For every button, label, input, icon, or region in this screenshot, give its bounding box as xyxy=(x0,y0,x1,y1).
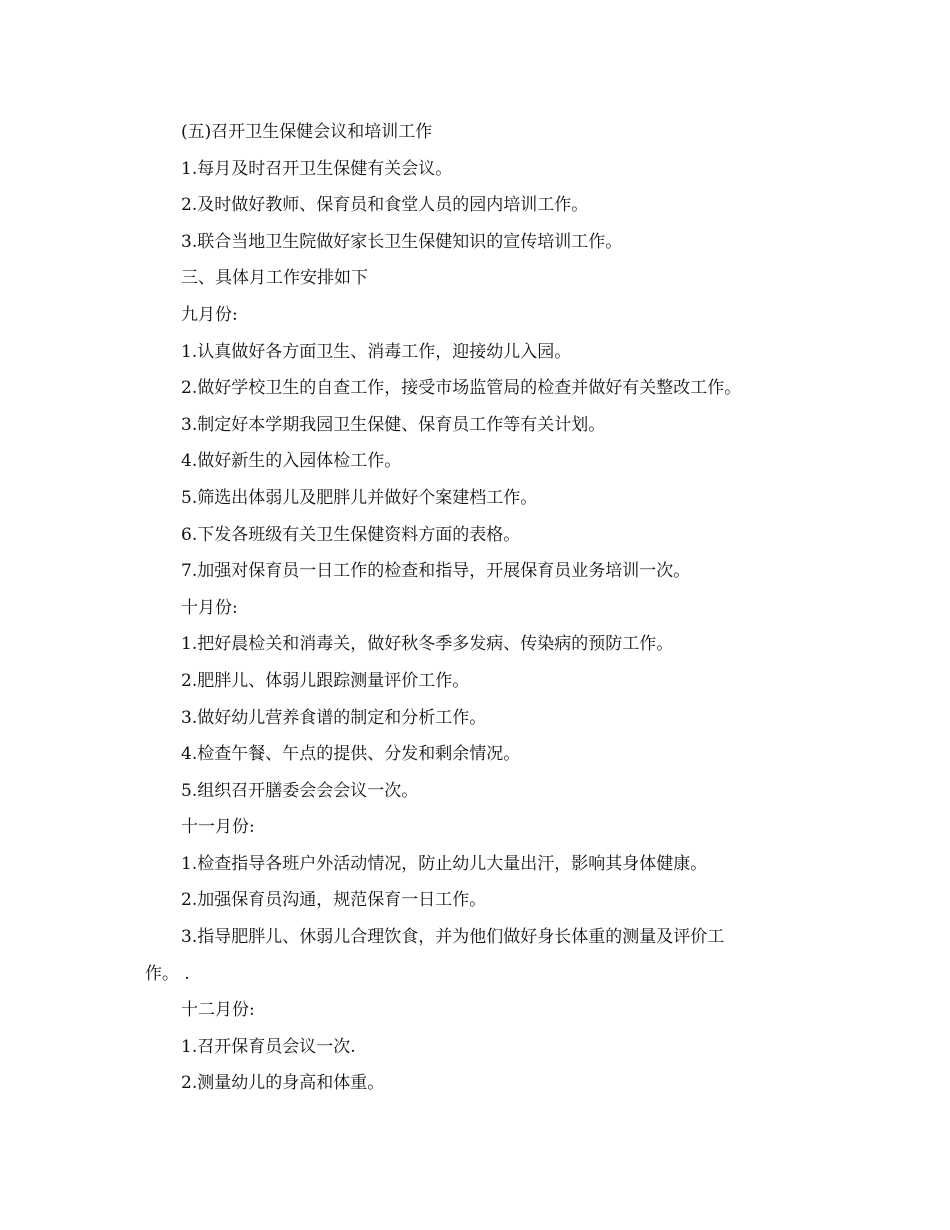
document-body xyxy=(145,114,805,1102)
list-item: 3.联合当地卫生院做好家长卫生保健知识的宣传培训工作。 xyxy=(181,231,623,252)
list-item: 2.及时做好教师、保育员和食堂人员的园内培训工作。 xyxy=(181,195,589,216)
list-item: 5.筛选出体弱儿及肥胖儿并做好个案建档工作。 xyxy=(181,487,538,508)
list-item: 1.检查指导各班户外活动情况，防止幼儿大量出汗，影响其身体健康。 xyxy=(181,853,708,874)
month-heading-november: 十一月份: xyxy=(181,817,255,838)
list-item: 4.做好新生的入园体检工作。 xyxy=(181,451,402,472)
list-item: 1.每月及时召开卫生保健有关会议。 xyxy=(181,158,453,179)
section-heading-5: (五)召开卫生保健会议和培训工作 xyxy=(181,122,433,142)
list-item: 4.检查午餐、午点的提供、分发和剩余情况。 xyxy=(181,744,521,765)
list-item: 3.做好幼儿营养食谱的制定和分析工作。 xyxy=(181,707,487,728)
month-heading-december: 十二月份: xyxy=(181,1000,255,1021)
section-heading-3: 三、具体月工作安排如下 xyxy=(181,268,368,289)
month-heading-september: 九月份: xyxy=(181,304,238,325)
list-item: 1.认真做好各方面卫生、消毒工作，迎接幼儿入园。 xyxy=(181,341,572,362)
list-item: 3.制定好本学期我园卫生保健、保育员工作等有关计划。 xyxy=(181,414,606,435)
list-item: 1.把好晨检关和消毒关，做好秋冬季多发病、传染病的预防工作。 xyxy=(181,634,674,655)
month-heading-october: 十月份: xyxy=(181,597,238,618)
list-item: 1.召开保育员会议一次. xyxy=(181,1036,356,1057)
list-item: 2.加强保育员沟通，规范保育一日工作。 xyxy=(181,890,487,911)
list-item-continuation: 作。 . xyxy=(145,963,190,984)
list-item: 7.加强对保育员一日工作的检查和指导，开展保育员业务培训一次。 xyxy=(181,561,691,582)
list-item: 2.肥胖儿、体弱儿跟踪测量评价工作。 xyxy=(181,670,470,691)
list-item: 3.指导肥胖儿、休弱儿合理饮食，并为他们做好身长体重的测量及评价工 xyxy=(181,927,725,948)
list-item: 2.测量幼儿的身高和体重。 xyxy=(181,1073,385,1094)
list-item: 6.下发各班级有关卫生保健资料方面的表格。 xyxy=(181,524,521,545)
list-item: 5.组织召开膳委会会会议一次。 xyxy=(181,780,419,801)
list-item: 2.做好学校卫生的自查工作，接受市场监管局的检查并做好有关整改工作。 xyxy=(181,378,742,399)
